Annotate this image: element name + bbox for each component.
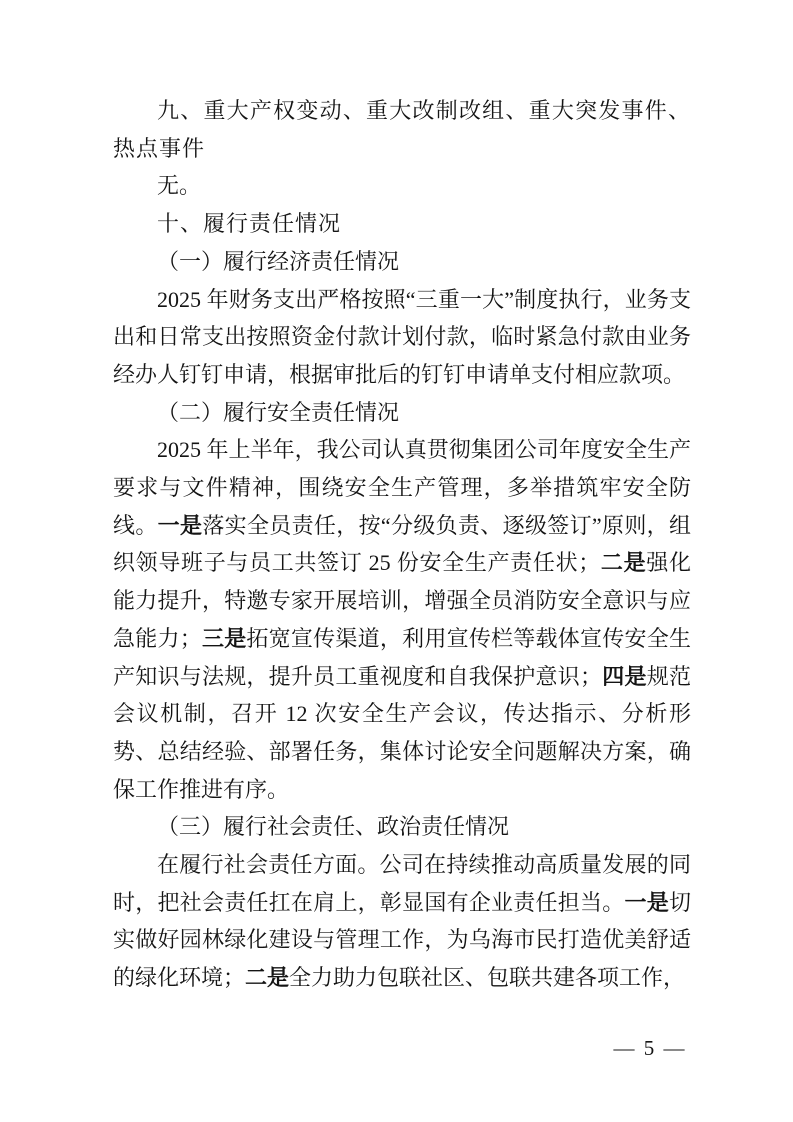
text-run: 拓宽宣传渠道，利用宣传栏等载体宣传安全生产知识与法规，提升员工重视度和自我保护意识； <box>113 625 691 689</box>
section-heading <box>113 92 691 167</box>
sub-heading <box>113 394 691 432</box>
text-run: 2025 年财务支出严格按照“三重一大”制度执行，业务支出和日常支出按照资金付款计划付款，临时紧急付款由业务经办人钉钉申请，根据审批后的钉钉申请单支付相应款项。 <box>113 286 691 387</box>
body-paragraph <box>113 431 691 808</box>
body-paragraph <box>113 846 691 997</box>
text-run: 九、重大产权变动、重大改制改组、重大突发事件、热点事件 <box>113 98 691 161</box>
body-paragraph <box>113 167 691 205</box>
bold-run: 四是 <box>602 663 647 689</box>
document-content <box>113 92 691 997</box>
body-paragraph <box>113 281 691 394</box>
bold-run: 二是 <box>245 965 290 991</box>
bold-run: 一是 <box>624 889 669 915</box>
text-run: 全力助力包联社区、包联共建各项工作， <box>289 965 686 991</box>
sub-heading <box>113 243 691 281</box>
bold-run: 一是 <box>157 512 203 538</box>
bold-run: 二是 <box>600 550 647 576</box>
text-run: （二）履行安全责任情况 <box>157 399 400 425</box>
bold-run: 三是 <box>201 625 247 651</box>
text-run: 2025 年上半年，我公司认真贯彻集团公司年度安全生产要求与文件精神，围绕安全生产管理，多举措筑牢安全防线。 <box>113 437 691 538</box>
text-run: 规范会议机制，召开 12 次安全生产会议，传达指示、分析形势、总结经验、部署任务，集体讨论安全问题解决方案，确保工作推进有序。 <box>113 663 691 802</box>
sub-heading <box>113 808 691 846</box>
section-heading <box>113 205 691 243</box>
page-number: — 5 — <box>613 1036 687 1060</box>
text-run: 无。 <box>157 173 202 199</box>
text-run: （一）履行经济责任情况 <box>157 248 400 274</box>
text-run: 强化能力提升，特邀专家开展培训，增强全员消防安全意识与应急能力； <box>113 550 691 651</box>
text-run: （三）履行社会责任、政治责任情况 <box>157 814 510 840</box>
text-run: 落实全员责任，按“分级负责、逐级签订”原则，组织领导班子与员工共签订 25 份安全生产责任状； <box>113 512 691 576</box>
text-run: 切实做好园林绿化建设与管理工作，为乌海市民打造优美舒适的绿化环境； <box>113 889 691 991</box>
text-run: 在履行社会责任方面。公司在持续推动高质量发展的同时，把社会责任扛在肩上，彰显国有企业责任担当。 <box>113 852 691 915</box>
text-run: 十、履行责任情况 <box>157 211 342 237</box>
